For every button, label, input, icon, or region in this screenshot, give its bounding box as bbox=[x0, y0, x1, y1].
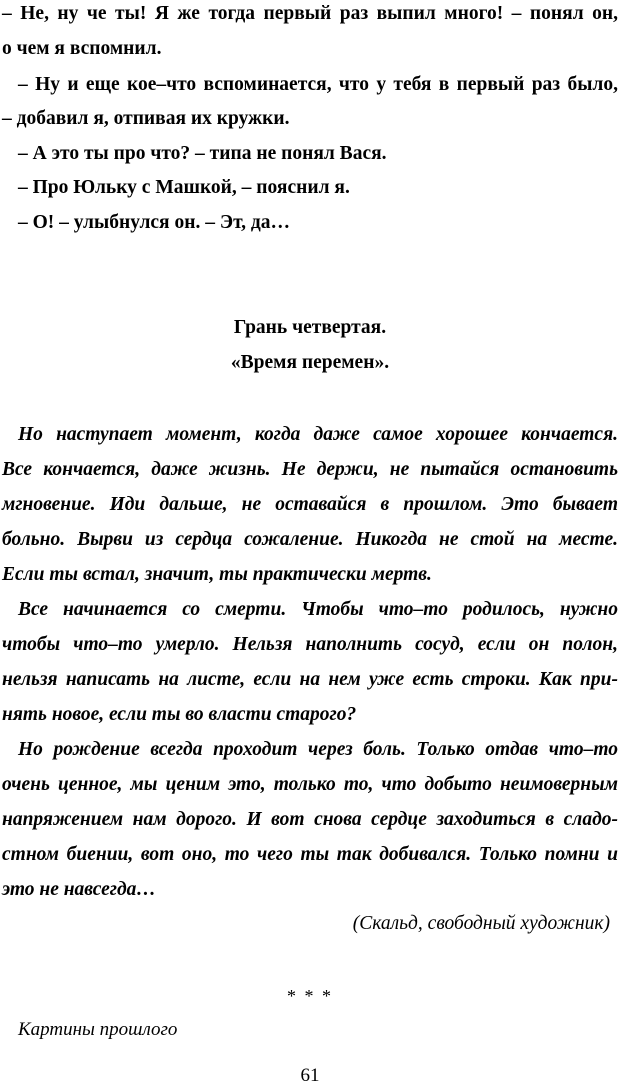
chapter-subtitle: «Время перемен». bbox=[230, 352, 390, 373]
dialogue-line-7: – О! – улыбнулся он. – Эт, да… bbox=[18, 212, 291, 233]
dialogue-line-2: о чем я вспомнил. bbox=[2, 38, 162, 59]
epigraph-line-12: напряжением нам дорого. И вот снова сердце заходиться в сладо- bbox=[2, 809, 618, 830]
epigraph-line-14: это не навсегда… bbox=[2, 879, 156, 900]
dialogue-line-1: – Не, ну че ты! Я же тогда первый раз выпил много! – понял он, bbox=[2, 3, 618, 24]
epigraph-line-5: Если ты встал, значит, ты практически мертв. bbox=[2, 564, 432, 585]
dialogue-line-6: – Про Юльку с Машкой, – пояснил я. bbox=[18, 177, 350, 198]
epigraph-signature: (Скальд, свободный художник) bbox=[352, 913, 610, 934]
dialogue-line-4: – добавил я, отпивая их кружки. bbox=[2, 108, 290, 129]
page-number: 61 bbox=[300, 1065, 320, 1086]
epigraph-line-4: больно. Вырви из сердца сожаление. Никогда не стой на месте. bbox=[2, 529, 618, 550]
section-title: Картины прошлого bbox=[18, 1019, 178, 1040]
epigraph-line-11: очень ценное, мы ценим это, только то, что добыто неимоверным bbox=[2, 774, 618, 795]
epigraph-line-13: стном биении, вот оно, то чего ты так добивался. Только помни и bbox=[2, 844, 618, 865]
dialogue-line-5: – А это ты про что? – типа не понял Вася. bbox=[18, 143, 387, 164]
epigraph-line-10: Но рождение всегда проходит через боль. Только отдав что–то bbox=[18, 739, 618, 760]
epigraph-line-8: нельзя написать на листе, если на нем уже есть строки. Как при- bbox=[2, 669, 618, 690]
dialogue-line-3: – Ну и еще кое–что вспоминается, что у тебя в первый раз было, bbox=[18, 74, 618, 95]
epigraph-line-1: Но наступает момент, когда даже самое хорошее кончается. bbox=[18, 424, 618, 445]
epigraph-line-3: мгновение. Иди дальше, не оставайся в прошлом. Это бывает bbox=[2, 494, 618, 515]
section-separator: * * * bbox=[287, 986, 333, 1006]
epigraph-line-9: нять новое, если ты во власти старого? bbox=[2, 704, 357, 725]
epigraph-line-6: Все начинается со смерти. Чтобы что–то родилось, нужно bbox=[18, 599, 618, 620]
chapter-title: Грань четвертая. bbox=[233, 317, 387, 338]
epigraph-line-2: Все кончается, даже жизнь. Не держи, не пытайся остановить bbox=[2, 459, 618, 480]
epigraph-line-7: чтобы что–то умерло. Нельзя наполнить сосуд, если он полон, bbox=[2, 634, 618, 655]
